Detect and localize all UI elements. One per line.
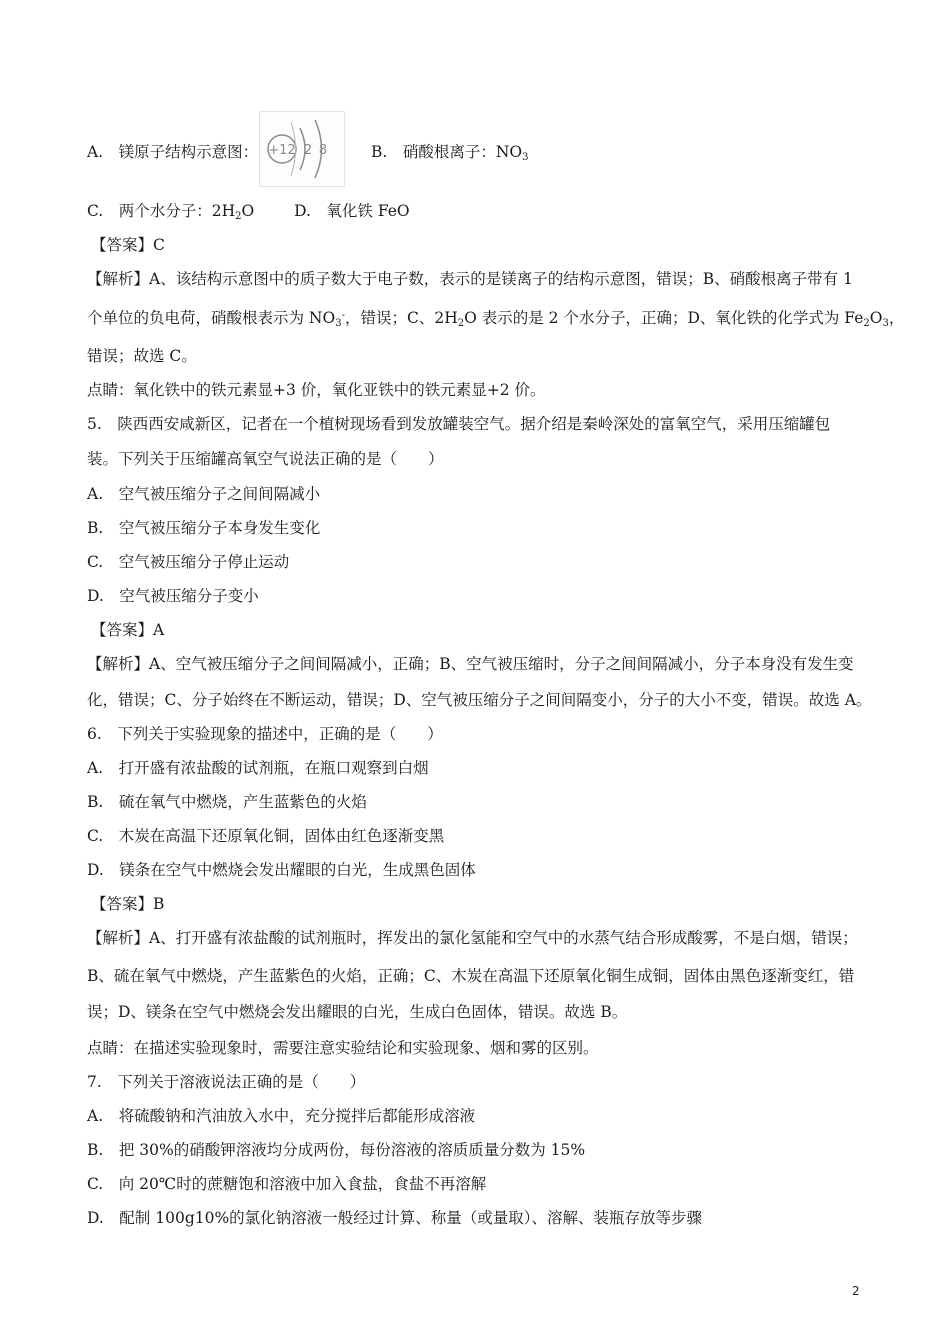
q6-note: 点睛：在描述实验现象时，需要注意实验结论和实验现象、烟和雾的区别。 xyxy=(87,1039,599,1057)
q7-option-c: C. 向 20℃时的蔗糖饱和溶液中加入食盐，食盐不再溶解 xyxy=(87,1175,487,1193)
q4-explanation-3: 错误；故选 C。 xyxy=(87,347,197,365)
q6-explanation-3: 误；D、镁条在空气中燃烧会发出耀眼的白光，生成白色固体，错误。故选 B。 xyxy=(87,1003,628,1021)
q4-note: 点睛：氧化铁中的铁元素显+3 价，氧化亚铁中的铁元素显+2 价。 xyxy=(87,381,546,399)
q4-option-a: A. 镁原子结构示意图： xyxy=(87,143,259,161)
q5-answer: 【答案】A xyxy=(91,621,165,639)
q4-options-c-d: C. 两个水分子：$2H_2O$ D. 氧化铁 FeO xyxy=(87,202,410,222)
q5-option-a: A. 空气被压缩分子之间间隔减小 xyxy=(87,485,321,503)
q4-option-b: B. 硝酸根离子：$NO_3$ xyxy=(371,143,529,163)
q7-option-d: D. 配制 100g10%的氯化钠溶液一般经过计算、称量（或量取）、溶解、装瓶存放等步骤 xyxy=(87,1209,702,1227)
q5-explanation-2: 化，错误；C、分子始终在不断运动，错误；D、空气被压缩分子之间间隔变小，分子的大小不变，错误。故选 A。 xyxy=(87,691,872,709)
q4-answer: 【答案】C xyxy=(91,236,165,254)
q7-option-b: B. 把 30%的硝酸钾溶液均分成两份，每份溶液的溶质质量分数为 15% xyxy=(87,1141,586,1159)
q5-option-b: B. 空气被压缩分子本身发生变化 xyxy=(87,519,321,537)
q5-stem-2: 装。下列关于压缩罐高氧空气说法正确的是（ ） xyxy=(87,450,444,468)
nucleus-charge: +12 xyxy=(268,143,296,158)
shell1-count: 2 xyxy=(303,143,313,158)
q6-explanation-1: 【解析】A、打开盛有浓盐酸的试剂瓶时，挥发出的氯化氢能和空气中的水蒸气结合形成酸雾，不是白烟，错误； xyxy=(87,929,858,947)
q6-option-a: A. 打开盛有浓盐酸的试剂瓶，在瓶口观察到白烟 xyxy=(87,759,429,777)
q7-stem: 7. 下列关于溶液说法正确的是（ ） xyxy=(87,1073,366,1091)
q5-option-c: C. 空气被压缩分子停止运动 xyxy=(87,553,290,571)
q4-explanation-1: 【解析】A、该结构示意图中的质子数大于电子数，表示的是镁离子的结构示意图，错误；B、硝酸根离子带有 1 xyxy=(87,270,853,288)
q4-explanation-2: 个单位的负电荷，硝酸根表示为 $NO_3^-$，错误；C、$2H_2O$ 表示的是 2 个水分子，正确；D、氧化铁的化学式为 $Fe_2O_3$， xyxy=(87,309,905,329)
q5-stem-1: 5. 陕西西安咸新区，记者在一个植树现场看到发放罐装空气。据介绍是秦岭深处的富氧空气，采用压缩罐包 xyxy=(87,415,831,433)
q6-option-b: B. 硫在氧气中燃烧，产生蓝紫色的火焰 xyxy=(87,793,367,811)
q5-option-d: D. 空气被压缩分子变小 xyxy=(87,587,259,605)
q6-option-c: C. 木炭在高温下还原氧化铜，固体由红色逐渐变黑 xyxy=(87,827,445,845)
shell2-count: 8 xyxy=(318,143,328,158)
magnesium-structure-diagram xyxy=(259,111,345,187)
q6-explanation-2: B、硫在氧气中燃烧，产生蓝紫色的火焰，正确；C、木炭在高温下还原氧化铜生成铜，固体由黑色逐渐变红，错 xyxy=(87,967,855,985)
page-number: 2 xyxy=(852,1284,860,1298)
q6-answer: 【答案】B xyxy=(91,895,165,913)
q7-option-a: A. 将硫酸钠和汽油放入水中，充分搅拌后都能形成溶液 xyxy=(87,1107,476,1125)
q6-stem: 6. 下列关于实验现象的描述中，正确的是（ ） xyxy=(87,725,443,743)
q6-option-d: D. 镁条在空气中燃烧会发出耀眼的白光，生成黑色固体 xyxy=(87,861,476,879)
q5-explanation-1: 【解析】A、空气被压缩分子之间间隔减小，正确；B、空气被压缩时，分子之间间隔减小，分子本身没有发生变 xyxy=(87,655,854,673)
